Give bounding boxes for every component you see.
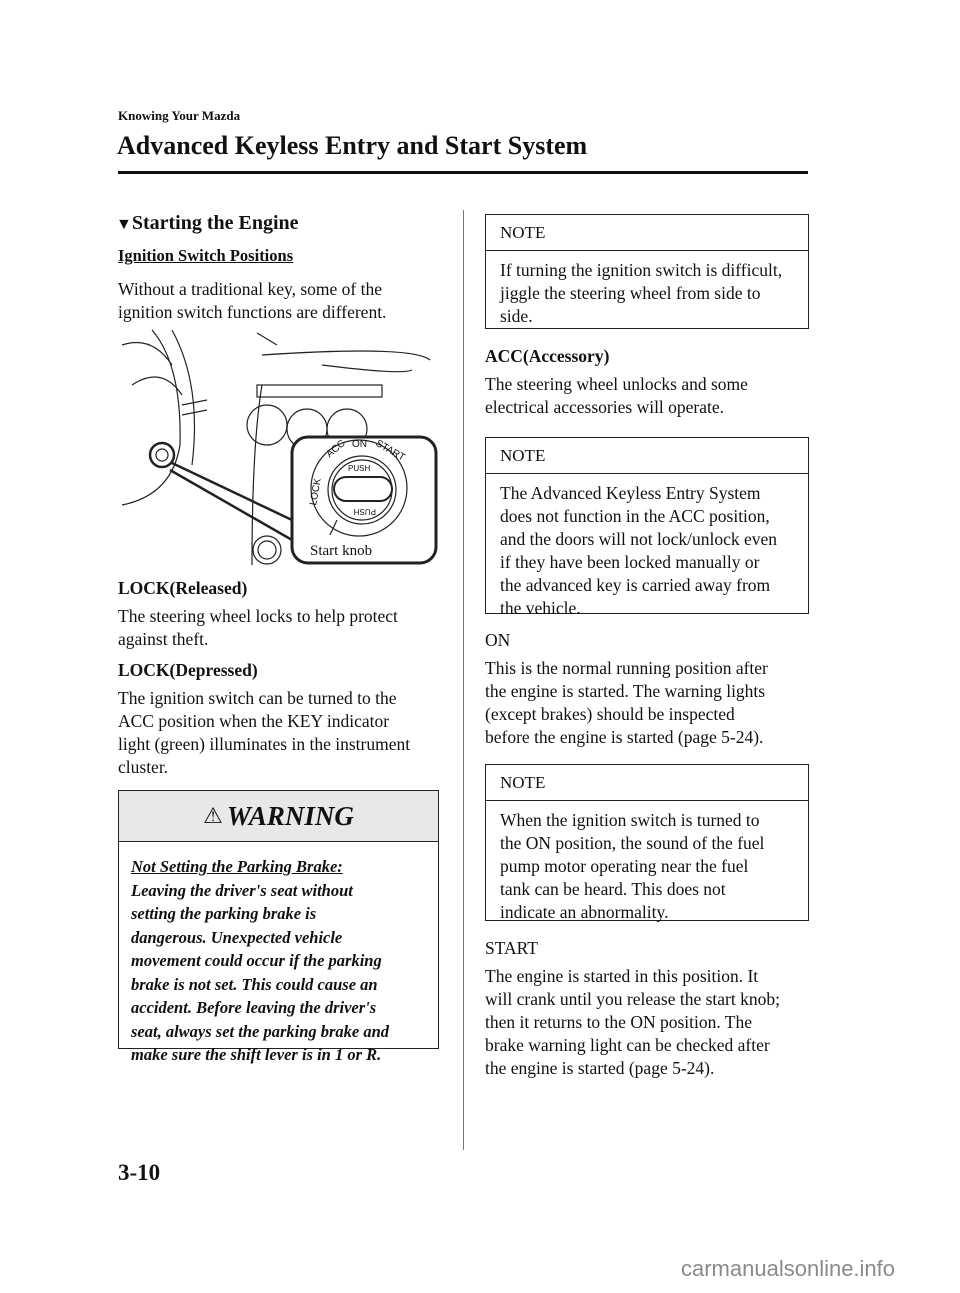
note-box-acc xyxy=(485,437,809,618)
note-box-on xyxy=(485,764,809,921)
section-heading xyxy=(116,212,299,235)
subheading: Ignition Switch Positions xyxy=(118,246,294,265)
note-label: NOTE xyxy=(486,765,808,801)
note-label: NOTE xyxy=(486,438,808,474)
push-label-bottom: PUSH xyxy=(353,507,376,516)
note-box-steering xyxy=(485,214,809,329)
lock-released-title: LOCK(Released) xyxy=(118,578,248,598)
warning-triangle-icon: ⚠ xyxy=(203,803,223,828)
note-text: If turning the ignition switch is difficult, jiggle the steering wheel from side to side. xyxy=(500,260,783,326)
lock-released-text: The steering wheel locks to help protect against theft. xyxy=(118,606,398,649)
watermark: carmanualsonline.info xyxy=(681,1256,896,1281)
start-label: START xyxy=(373,438,407,464)
acc-text: The steering wheel unlocks and some electrical accessories will operate. xyxy=(485,374,748,417)
intro-text: Without a traditional key, some of the ignition switch functions are different. xyxy=(118,279,387,322)
heading-text: Starting the Engine xyxy=(131,212,299,234)
triangle-down-icon: ▼ xyxy=(116,216,132,233)
section-label: Knowing Your Mazda xyxy=(118,108,241,123)
acc-title: ACC(Accessory) xyxy=(485,346,610,366)
start-knob-caption: Start knob xyxy=(310,543,373,559)
note-label: NOTE xyxy=(486,215,808,251)
warning-box xyxy=(118,790,439,1064)
note-text: When the ignition switch is turned to the ON position, the sound of the fuel pump motor operating near the fuel tank can be heard. This does not indicate an abnormality. xyxy=(500,810,765,922)
column-divider xyxy=(463,210,464,1150)
on-label: ON xyxy=(352,439,367,450)
lock-depressed-title: LOCK(Depressed) xyxy=(118,660,258,680)
warning-text: Leaving the driver's seat without setting the parking brake is dangerous. Unexpected vehicle movement could occur if the parking brake is not set. This could cause an accident. Before leaving the driver's seat, always set the parking brake and make sure the shift lever is in 1 or R. xyxy=(131,880,390,1064)
header-rule xyxy=(118,171,808,174)
start-title: START xyxy=(485,938,538,958)
lock-depressed-text: The ignition switch can be turned to the ACC position when the KEY indicator light (green) illuminates in the instrument cluster. xyxy=(118,688,411,777)
on-title: ON xyxy=(485,630,511,650)
on-text: This is the normal running position after the engine is started. The warning lights (except brakes) should be inspected before the engine is started (page 5-24). xyxy=(485,658,768,747)
warning-header xyxy=(119,791,438,842)
note-text: The Advanced Keyless Entry System does not function in the ACC position, and the doors will not lock/unlock even if they have been locked manually or the advanced key is carried away from the vehicle. xyxy=(500,483,778,618)
lock-label: LOCK xyxy=(308,477,324,507)
warning-subtitle: Not Setting the Parking Brake: xyxy=(131,857,343,876)
page-title: Advanced Keyless Entry and Start System xyxy=(117,131,588,160)
push-label-top: PUSH xyxy=(348,464,371,473)
start-text: The engine is started in this position. It will crank until you release the start knob; then it returns to the ON position. The brake warning light can be checked after the engine is started (page 5-24). xyxy=(485,966,780,1078)
acc-label: ACC xyxy=(324,438,348,461)
warning-title: WARNING xyxy=(226,801,354,831)
ignition-figure xyxy=(112,325,442,570)
page-number: 3-10 xyxy=(118,1160,161,1185)
